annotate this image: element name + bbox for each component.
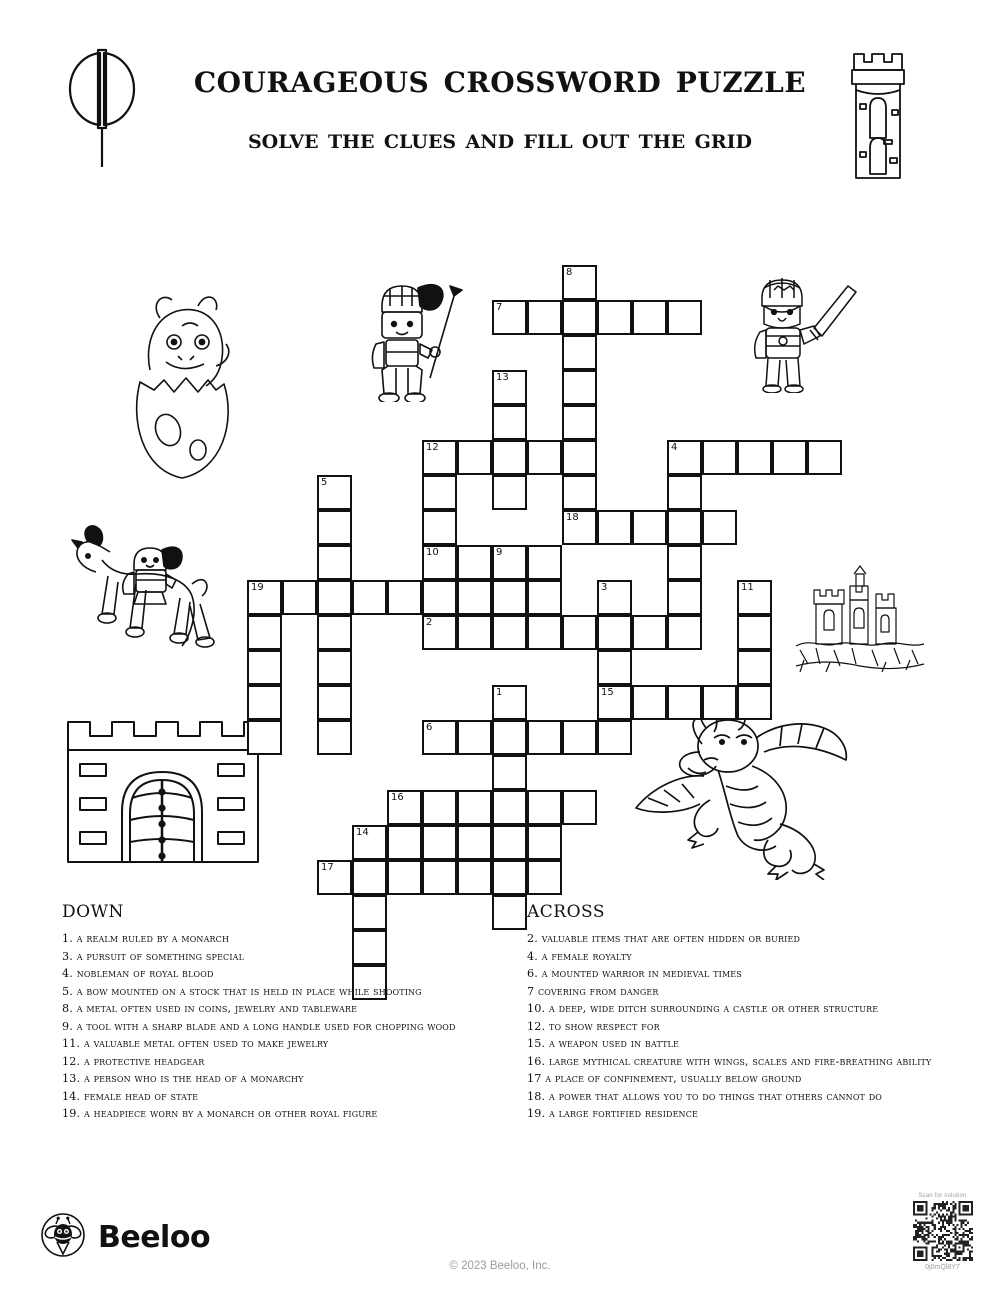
cell-number: 3 bbox=[601, 582, 608, 593]
grid-cell[interactable] bbox=[282, 580, 317, 615]
qr-label: Scan for solution bbox=[918, 1193, 967, 1199]
grid-cell[interactable] bbox=[352, 580, 387, 615]
grid-cell-start-8[interactable] bbox=[562, 265, 597, 300]
clue-text: a realm ruled by a monarch bbox=[76, 932, 230, 945]
grid-cell[interactable] bbox=[562, 475, 597, 510]
across-clue-6 bbox=[527, 966, 977, 983]
grid-cell-start-10[interactable] bbox=[422, 545, 457, 580]
grid-cell[interactable] bbox=[702, 510, 737, 545]
cell-number: 8 bbox=[566, 267, 573, 278]
grid-cell[interactable] bbox=[667, 300, 702, 335]
clue-text: a deep, wide ditch surrounding a castle or other structure bbox=[548, 1002, 879, 1015]
grid-cell[interactable] bbox=[492, 860, 527, 895]
across-clues-column bbox=[527, 895, 977, 1124]
grid-cell-start-3[interactable] bbox=[597, 580, 632, 615]
cell-number: 13 bbox=[496, 372, 509, 383]
clue-number: 5. bbox=[62, 984, 77, 998]
grid-cell[interactable] bbox=[807, 440, 842, 475]
clue-number: 14. bbox=[62, 1089, 84, 1103]
across-clue-list bbox=[527, 931, 977, 1123]
clue-text: covering from danger bbox=[537, 984, 659, 998]
grid-cell[interactable] bbox=[457, 580, 492, 615]
grid-cell-start-15[interactable] bbox=[597, 685, 632, 720]
grid-cell[interactable] bbox=[387, 580, 422, 615]
grid-cell[interactable] bbox=[492, 720, 527, 755]
grid-cell-start-6[interactable] bbox=[422, 720, 457, 755]
clue-number: 16. bbox=[527, 1054, 549, 1068]
clue-text: a power that allows you to do things that others cannot do bbox=[548, 1089, 882, 1103]
cell-number: 16 bbox=[391, 792, 404, 803]
clue-number: 6. bbox=[527, 967, 542, 980]
across-clue-16 bbox=[527, 1054, 977, 1071]
across-clue-10 bbox=[527, 1001, 977, 1018]
grid-cell[interactable] bbox=[317, 650, 352, 685]
grid-cell[interactable] bbox=[247, 615, 282, 650]
grid-cell-start-18[interactable] bbox=[562, 510, 597, 545]
clue-number: 4. bbox=[62, 967, 77, 980]
page-subtitle: solve the clues and fill out the grid bbox=[247, 124, 753, 155]
grid-cell[interactable] bbox=[422, 510, 457, 545]
clue-number: 4. bbox=[527, 949, 542, 963]
clue-number: 12. bbox=[62, 1054, 84, 1068]
grid-cell[interactable] bbox=[457, 860, 492, 895]
across-clue-2 bbox=[527, 931, 977, 948]
cell-number: 1 bbox=[496, 687, 503, 698]
grid-cell[interactable] bbox=[387, 860, 422, 895]
grid-cell[interactable] bbox=[457, 545, 492, 580]
clue-text: a weapon used in battle bbox=[548, 1037, 680, 1050]
down-clue-4 bbox=[62, 966, 502, 983]
down-clue-5 bbox=[62, 984, 502, 1001]
grid-cell[interactable] bbox=[457, 790, 492, 825]
grid-cell[interactable] bbox=[667, 475, 702, 510]
across-clue-12 bbox=[527, 1019, 977, 1036]
grid-cell[interactable] bbox=[597, 650, 632, 685]
down-heading: down bbox=[62, 895, 124, 923]
grid-cell[interactable] bbox=[597, 720, 632, 755]
clue-number: 13. bbox=[62, 1072, 84, 1085]
grid-cell[interactable] bbox=[492, 475, 527, 510]
grid-cell[interactable] bbox=[317, 720, 352, 755]
qr-id: 0j0mQl8Y7 bbox=[925, 1264, 960, 1271]
clue-text: a metal often used in coins, jewelry and tableware bbox=[76, 1002, 358, 1015]
grid-cell[interactable] bbox=[317, 510, 352, 545]
cell-number: 6 bbox=[426, 722, 433, 733]
grid-cell[interactable] bbox=[527, 790, 562, 825]
clue-text: a bow mounted on a stock that is held in place while shooting bbox=[76, 984, 422, 998]
across-clue-18 bbox=[527, 1089, 977, 1106]
cell-number: 18 bbox=[566, 512, 579, 523]
cell-number: 11 bbox=[741, 582, 754, 593]
grid-cell[interactable] bbox=[597, 510, 632, 545]
across-heading: across bbox=[527, 895, 606, 923]
grid-cell[interactable] bbox=[737, 440, 772, 475]
clue-text: large mythical creature with wings, scales and fire-breathing ability bbox=[548, 1054, 932, 1068]
cell-number: 7 bbox=[496, 302, 503, 313]
grid-cell[interactable] bbox=[492, 755, 527, 790]
page-title: courageous crossword puzzle bbox=[193, 55, 807, 102]
grid-cell-start-12[interactable] bbox=[422, 440, 457, 475]
down-clues-column bbox=[62, 895, 502, 1124]
clue-text: nobleman of royal blood bbox=[76, 967, 214, 980]
grid-cell[interactable] bbox=[247, 685, 282, 720]
clue-text: female head of state bbox=[83, 1089, 199, 1103]
grid-cell-start-19[interactable] bbox=[247, 580, 282, 615]
bee-logo-icon bbox=[40, 1212, 86, 1263]
clue-number: 7 bbox=[527, 984, 538, 998]
beeloo-brand[interactable] bbox=[40, 1212, 210, 1263]
grid-cell[interactable] bbox=[702, 440, 737, 475]
down-clue-13 bbox=[62, 1071, 502, 1088]
grid-cell[interactable] bbox=[492, 825, 527, 860]
cell-number: 19 bbox=[251, 582, 264, 593]
grid-cell[interactable] bbox=[632, 615, 667, 650]
grid-cell[interactable] bbox=[387, 825, 422, 860]
clue-number: 10. bbox=[527, 1002, 549, 1015]
grid-cell[interactable] bbox=[422, 825, 457, 860]
down-clue-14 bbox=[62, 1089, 502, 1106]
cell-number: 9 bbox=[496, 547, 503, 558]
grid-cell[interactable] bbox=[562, 720, 597, 755]
clue-number: 8. bbox=[62, 1002, 77, 1015]
clue-number: 19. bbox=[527, 1107, 549, 1120]
clues-area bbox=[0, 895, 1000, 1185]
grid-cell-start-9[interactable] bbox=[492, 545, 527, 580]
grid-cell[interactable] bbox=[737, 685, 772, 720]
brand-name: Beeloo bbox=[98, 1220, 211, 1255]
grid-cell[interactable] bbox=[562, 335, 597, 370]
clue-text: a large fortified residence bbox=[548, 1107, 698, 1120]
clue-number: 1. bbox=[62, 932, 77, 945]
grid-cell[interactable] bbox=[562, 405, 597, 440]
clue-text: a valuable metal often used to make jewelry bbox=[83, 1037, 329, 1050]
grid-cell[interactable] bbox=[632, 300, 667, 335]
grid-cell[interactable] bbox=[562, 440, 597, 475]
grid-cell[interactable] bbox=[422, 790, 457, 825]
clue-number: 12. bbox=[527, 1019, 549, 1033]
grid-cell[interactable] bbox=[317, 580, 352, 615]
across-clue-4 bbox=[527, 949, 977, 966]
clue-number: 18. bbox=[527, 1089, 549, 1103]
grid-cell[interactable] bbox=[527, 545, 562, 580]
cell-number: 12 bbox=[426, 442, 439, 453]
grid-cell[interactable] bbox=[317, 615, 352, 650]
clue-text: a protective headgear bbox=[83, 1054, 205, 1068]
grid-cell[interactable] bbox=[527, 860, 562, 895]
grid-cell[interactable] bbox=[667, 685, 702, 720]
grid-cell[interactable] bbox=[317, 545, 352, 580]
grid-cell-start-14[interactable] bbox=[352, 825, 387, 860]
grid-cell[interactable] bbox=[667, 580, 702, 615]
clue-text: a place of confinement, usually below ground bbox=[545, 1072, 802, 1085]
cell-number: 14 bbox=[356, 827, 369, 838]
grid-cell-start-17[interactable] bbox=[317, 860, 352, 895]
clue-text: a headpiece worn by a monarch or other royal figure bbox=[83, 1107, 378, 1120]
down-clue-12 bbox=[62, 1054, 502, 1071]
grid-cell[interactable] bbox=[527, 825, 562, 860]
cell-number: 17 bbox=[321, 862, 334, 873]
grid-cell[interactable] bbox=[457, 440, 492, 475]
grid-cell[interactable] bbox=[562, 370, 597, 405]
grid-cell-start-7[interactable] bbox=[492, 300, 527, 335]
clue-text: valuable items that are often hidden or buried bbox=[541, 932, 801, 945]
grid-cell[interactable] bbox=[527, 720, 562, 755]
down-clue-list bbox=[62, 931, 502, 1123]
grid-cell[interactable] bbox=[562, 615, 597, 650]
grid-cell[interactable] bbox=[667, 510, 702, 545]
grid-cell-start-16[interactable] bbox=[387, 790, 422, 825]
clue-number: 2. bbox=[527, 932, 542, 945]
clue-text: a mounted warrior in medieval times bbox=[541, 967, 742, 980]
cell-number: 4 bbox=[671, 442, 678, 453]
grid-cell[interactable] bbox=[597, 615, 632, 650]
grid-cell[interactable] bbox=[632, 510, 667, 545]
across-clue-17 bbox=[527, 1071, 977, 1088]
grid-cell[interactable] bbox=[667, 615, 702, 650]
grid-cell[interactable] bbox=[492, 790, 527, 825]
grid-cell[interactable] bbox=[527, 300, 562, 335]
page-footer bbox=[0, 1185, 1000, 1294]
down-clue-3 bbox=[62, 949, 502, 966]
grid-cell[interactable] bbox=[317, 685, 352, 720]
grid-cell[interactable] bbox=[457, 825, 492, 860]
grid-cell[interactable] bbox=[352, 860, 387, 895]
grid-cell[interactable] bbox=[457, 720, 492, 755]
grid-cell-start-2[interactable] bbox=[422, 615, 457, 650]
grid-cell[interactable] bbox=[527, 580, 562, 615]
across-clue-15 bbox=[527, 1036, 977, 1053]
grid-cell-start-5[interactable] bbox=[317, 475, 352, 510]
clue-number: 3. bbox=[62, 949, 77, 963]
down-clue-11 bbox=[62, 1036, 502, 1053]
grid-cell[interactable] bbox=[772, 440, 807, 475]
cell-number: 5 bbox=[321, 477, 328, 488]
grid-cell[interactable] bbox=[632, 685, 667, 720]
grid-cell[interactable] bbox=[422, 475, 457, 510]
down-clue-8 bbox=[62, 1001, 502, 1018]
clue-text: a tool with a sharp blade and a long handle used for chopping wood bbox=[76, 1019, 456, 1033]
grid-cell-start-13[interactable] bbox=[492, 370, 527, 405]
grid-cell-start-1[interactable] bbox=[492, 685, 527, 720]
clue-text: a female royalty bbox=[541, 949, 632, 963]
clue-number: 19. bbox=[62, 1107, 84, 1120]
grid-cell[interactable] bbox=[702, 685, 737, 720]
grid-cell[interactable] bbox=[492, 580, 527, 615]
clue-number: 15. bbox=[527, 1037, 549, 1050]
grid-cell[interactable] bbox=[422, 860, 457, 895]
clue-text: a person who is the head of a monarchy bbox=[83, 1072, 304, 1085]
grid-cell[interactable] bbox=[562, 790, 597, 825]
cell-number: 15 bbox=[601, 687, 614, 698]
grid-cell[interactable] bbox=[737, 615, 772, 650]
across-clue-7 bbox=[527, 984, 977, 1001]
grid-cell[interactable] bbox=[492, 615, 527, 650]
grid-cell[interactable] bbox=[737, 650, 772, 685]
cell-number: 2 bbox=[426, 617, 433, 628]
grid-cell[interactable] bbox=[247, 650, 282, 685]
down-clue-1 bbox=[62, 931, 502, 948]
qr-code-icon[interactable] bbox=[913, 1201, 973, 1261]
down-clue-19 bbox=[62, 1106, 502, 1123]
clue-number: 17 bbox=[527, 1072, 546, 1085]
clue-number: 9. bbox=[62, 1019, 77, 1033]
grid-cell[interactable] bbox=[492, 440, 527, 475]
qr-block[interactable] bbox=[905, 1193, 980, 1271]
grid-cell[interactable] bbox=[667, 545, 702, 580]
down-clue-9 bbox=[62, 1019, 502, 1036]
grid-cell[interactable] bbox=[422, 580, 457, 615]
clue-number: 11. bbox=[62, 1037, 84, 1050]
grid-cell-start-4[interactable] bbox=[667, 440, 702, 475]
across-clue-19 bbox=[527, 1106, 977, 1123]
grid-cell[interactable] bbox=[247, 720, 282, 755]
cell-number: 10 bbox=[426, 547, 439, 558]
grid-cell[interactable] bbox=[562, 300, 597, 335]
clue-text: to show respect for bbox=[548, 1019, 660, 1033]
copyright-text: © 2023 Beeloo, Inc. bbox=[449, 1260, 551, 1272]
grid-cell[interactable] bbox=[457, 615, 492, 650]
grid-cell-start-11[interactable] bbox=[737, 580, 772, 615]
grid-cell[interactable] bbox=[527, 440, 562, 475]
grid-cell[interactable] bbox=[492, 405, 527, 440]
clue-text: a pursuit of something special bbox=[76, 949, 245, 963]
grid-cell[interactable] bbox=[527, 615, 562, 650]
grid-cell[interactable] bbox=[597, 300, 632, 335]
